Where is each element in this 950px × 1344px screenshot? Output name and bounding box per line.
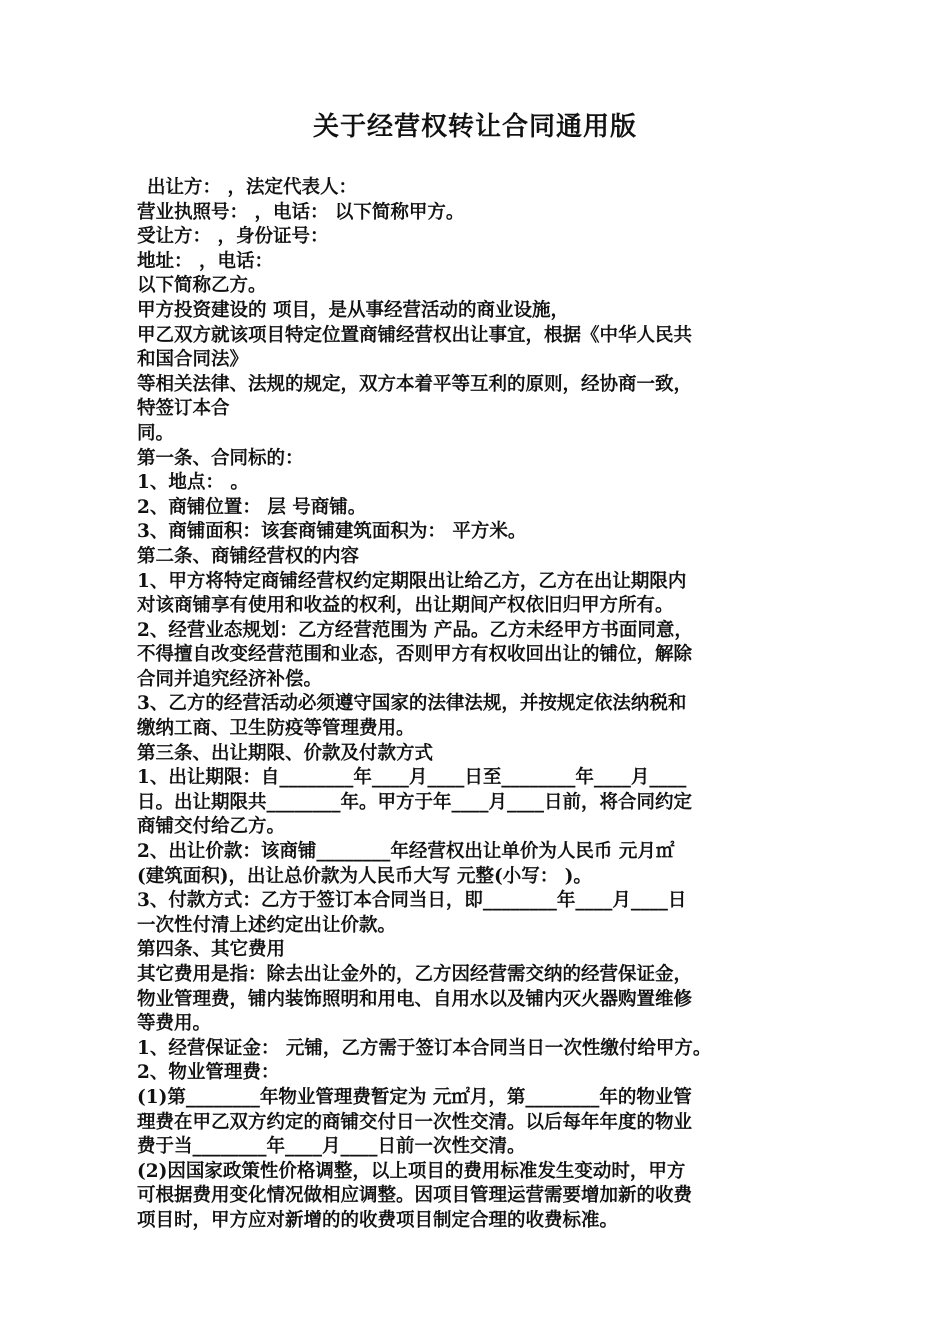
- text-line: 第二条、商铺经营权的内容: [137, 545, 360, 567]
- text-line: 商铺交付给乙方。: [137, 816, 286, 838]
- text-line: 3、付款方式：乙方于签订本合同当日，即________年____月____日: [137, 890, 687, 912]
- text-line: 2、物业管理费：: [137, 1062, 280, 1084]
- text-line: 3、商铺面积：该套商铺建筑面积为： 平方米。: [137, 521, 527, 543]
- text-line: 合同并追究经济补偿。: [137, 668, 323, 690]
- text-line: 1、地点： 。: [137, 472, 249, 494]
- text-line: 受让方： ，身份证号：: [137, 226, 329, 248]
- text-line: 不得擅自改变经营范围和业态，否则甲方有权收回出让的铺位，解除: [137, 644, 693, 666]
- text-line: 和国合同法》: [137, 349, 249, 371]
- text-line: (1)第________年物业管理费暂定为 元㎡月，第________年的物业管: [137, 1086, 692, 1108]
- text-line: 甲方投资建设的 项目，是从事经营活动的商业设施，: [137, 299, 569, 321]
- text-line: 特签订本合: [137, 398, 230, 420]
- text-line: 第四条、其它费用: [137, 939, 286, 961]
- text-line: 等相关法律、法规的规定，双方本着平等互利的原则，经协商一致，: [137, 373, 693, 395]
- text-line: 1、经营保证金： 元铺，乙方需于签订本合同当日一次性缴付给甲方。: [137, 1037, 712, 1059]
- text-line: 地址： ，电话：: [137, 250, 273, 272]
- text-line: 以下简称乙方。: [137, 275, 267, 297]
- text-line: 出让方： ，法定代表人：: [147, 177, 357, 198]
- text-line: 甲乙双方就该项目特定位置商铺经营权出让事宜，根据《中华人民共: [137, 324, 693, 346]
- text-line: 2、商铺位置： 层 号商铺。: [137, 496, 367, 518]
- text-line: 等费用。: [137, 1013, 212, 1035]
- text-line: 1、甲方将特定商铺经营权约定期限出让给乙方，乙方在出让期限内: [137, 570, 687, 592]
- text-line: 同。: [137, 422, 175, 444]
- text-line: 其它费用是指：除去出让金外的，乙方因经营需交纳的经营保证金，: [137, 964, 693, 985]
- document-body: [137, 176, 827, 1234]
- text-line: 理费在甲乙双方约定的商铺交付日一次性交清。以后每年年度的物业: [137, 1111, 693, 1133]
- text-line: (2)因国家政策性价格调整，以上项目的费用标准发生变动时，甲方: [137, 1160, 686, 1182]
- text-line: 费于当________年____月____日前一次性交清。: [137, 1136, 526, 1158]
- text-line: 缴纳工商、卫生防疫等管理费用。: [137, 718, 415, 740]
- text-line: 日。出让期限共________年。甲方于年____月____日前，将合同约定: [137, 791, 693, 813]
- text-line: (建筑面积)，出让总价款为人民币大写 元整(小写： )。: [137, 865, 592, 887]
- text-line: 2、经营业态规划：乙方经营范围为 产品。乙方未经甲方书面同意，: [137, 619, 693, 641]
- text-line: 物业管理费，铺内装饰照明和用电、自用水以及铺内灭火器购置维修: [137, 988, 693, 1010]
- text-line: 3、乙方的经营活动必须遵守国家的法律法规，并按规定依法纳税和: [137, 693, 687, 715]
- text-line: 项目时，甲方应对新增的的收费项目制定合理的收费标准。: [137, 1209, 619, 1231]
- text-line: 一次性付清上述约定出让价款。: [137, 914, 397, 936]
- document-title: 关于经营权转让合同通用版: [312, 112, 637, 142]
- text-line: 对该商铺享有使用和收益的权利，出让期间产权依旧归甲方所有。: [137, 595, 674, 617]
- text-line: 营业执照号： ，电话： 以下简称甲方。: [137, 201, 465, 223]
- text-line: 可根据费用变化情况做相应调整。因项目管理运营需要增加新的收费: [137, 1185, 693, 1207]
- text-line: 2、出让价款：该商铺________年经营权出让单价为人民币 元月㎡: [137, 841, 675, 863]
- text-line: 1、出让期限：自________年____月____日至________年____月____: [137, 767, 687, 789]
- text-line: 第三条、出让期限、价款及付款方式: [137, 742, 434, 764]
- text-line: 第一条、合同标的：: [137, 447, 304, 469]
